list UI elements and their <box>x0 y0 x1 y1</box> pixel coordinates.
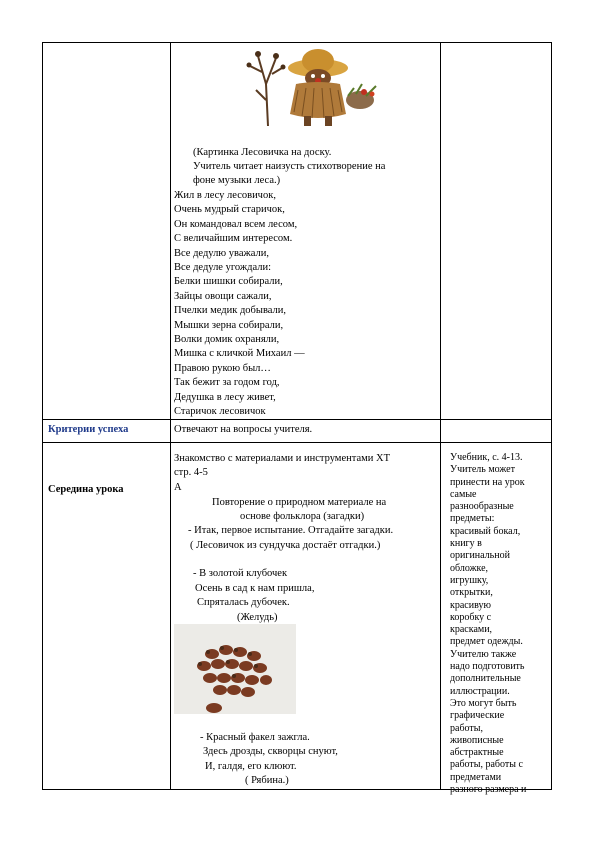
criteria-label: Критерии успеха <box>48 424 129 435</box>
resources-line: надо подготовить <box>450 661 525 673</box>
lesovichok-illustration <box>236 44 392 130</box>
table-border-right <box>551 42 552 790</box>
poem-line: Мышки зерна собирали, <box>174 320 284 331</box>
resources-line: разного размера и <box>450 784 527 796</box>
poem-line: С величайшим интересом. <box>174 233 293 244</box>
criteria-text: Отвечают на вопросы учителя. <box>174 424 313 435</box>
poem-line: Жил в лесу лесовичок, <box>174 190 276 201</box>
resources-line: книгу в <box>450 538 482 550</box>
resources-line: красками, <box>450 624 493 636</box>
resources-line: обложке, <box>450 562 489 574</box>
middle-label: Середина урока <box>48 484 124 495</box>
row-divider-2 <box>42 442 552 443</box>
poem-line: Правою рукою был… <box>174 363 271 374</box>
resources-line: предметы: <box>450 513 495 525</box>
resources-line: предметами <box>450 771 502 783</box>
note-line: Учитель читает наизусть стихотворение на <box>193 161 386 172</box>
middle-line: ( Рябина.) <box>245 775 289 786</box>
column-divider-2 <box>440 42 441 790</box>
middle-line: И, галдя, его клюют. <box>205 761 297 772</box>
column-divider-1 <box>170 42 171 790</box>
poem-line: Все дедуле угождали: <box>174 262 272 273</box>
resources-note <box>450 452 546 796</box>
resources-line: живописные <box>450 734 504 746</box>
row-divider-1 <box>42 419 552 420</box>
poem-line: Дедушка в лесу живет, <box>174 392 276 403</box>
resources-line: иллюстрации. <box>450 685 510 697</box>
resources-line: графические <box>450 710 505 722</box>
middle-line: Повторение о природном материале на <box>212 497 387 508</box>
middle-line: Осень в сад к нам пришла, <box>195 583 315 594</box>
poem-line: Он командовал всем лесом, <box>174 219 298 230</box>
resources-line: Учителю также <box>450 648 517 660</box>
resources-line: предмет одежды. <box>450 636 523 648</box>
poem-line: Белки шишки собирали, <box>174 276 283 287</box>
middle-line: А <box>174 482 182 493</box>
resources-line: работы, <box>450 722 483 734</box>
middle-line: основе фольклора (загадки) <box>240 511 365 522</box>
middle-line: Спряталась дубочек. <box>197 597 290 608</box>
poem-line: Волки домик охраняли, <box>174 334 280 345</box>
middle-line: - Красный факел зажгла. <box>200 732 310 743</box>
resources-line: Учитель может <box>450 464 515 476</box>
poem-line: Очень мудрый старичок, <box>174 204 285 215</box>
note-line: фоне музыки леса.) <box>193 175 281 186</box>
poem-line: Зайцы овощи сажали, <box>174 291 272 302</box>
resources-line: разнообразные <box>450 501 514 513</box>
poem-line: Пчелки медик добывали, <box>174 305 287 316</box>
resources-line: красивую <box>450 599 491 611</box>
resources-line: Это могут быть <box>450 697 517 709</box>
note-line: (Картинка Лесовичка на доску. <box>193 147 332 158</box>
middle-line: Здесь дрозды, скворцы снуют, <box>203 746 338 757</box>
table-border-left <box>42 42 43 790</box>
middle-line: (Желудь) <box>237 612 278 623</box>
acorns-photo <box>174 624 296 714</box>
table-border-top <box>42 42 552 43</box>
poem-line: Мишка с кличкой Михаил — <box>174 348 305 359</box>
middle-line: Знакомство с материалами и инструментами ХТ <box>174 453 390 464</box>
resources-line: Учебник, с. 4-13. <box>450 452 523 463</box>
middle-line: ( Лесовичок из сундучка достаёт отгадки.) <box>190 540 381 551</box>
resources-line: дополнительные <box>450 673 521 685</box>
resources-line: работы, работы с <box>450 759 523 771</box>
poem-line: Так бежит за годом год, <box>174 377 280 388</box>
resources-line: открытки, <box>450 587 493 599</box>
resources-line: красивый бокал, <box>450 525 521 537</box>
poem-line: Все дедулю уважали, <box>174 248 270 259</box>
resources-line: принести на урок <box>450 476 525 488</box>
middle-line: - В золотой клубочек <box>193 568 288 579</box>
resources-line: абстрактные <box>450 747 504 759</box>
middle-line: стр. 4-5 <box>174 467 208 478</box>
middle-line: - Итак, первое испытание. Отгадайте загадки. <box>188 525 394 536</box>
resources-line: коробку с <box>450 611 492 623</box>
poem-line: Старичок лесовичок <box>174 406 266 417</box>
resources-line: оригинальной <box>450 550 510 562</box>
resources-line: игрушку, <box>450 574 489 586</box>
resources-line: самые <box>450 488 477 500</box>
